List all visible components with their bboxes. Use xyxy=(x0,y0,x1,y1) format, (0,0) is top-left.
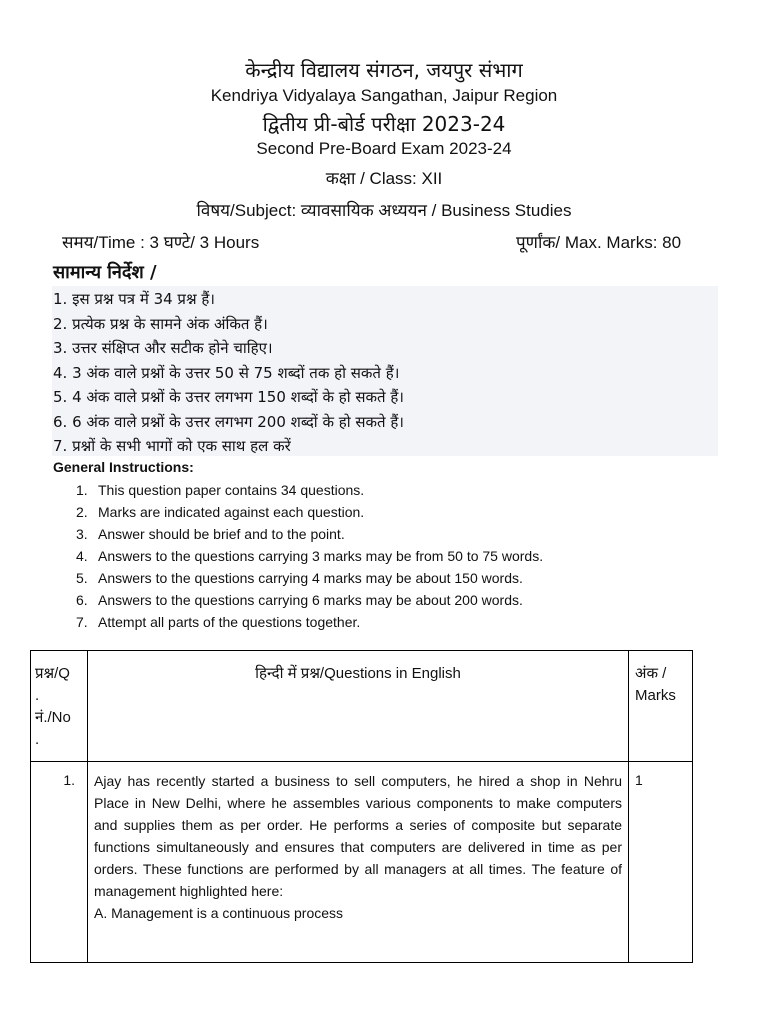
list-item: 5. 4 अंक वाले प्रश्नों के उत्तर लगभग 150 शब्दों के हो सकते हैं। xyxy=(53,388,404,406)
question-cell xyxy=(88,762,629,963)
item-number: 5. xyxy=(76,570,88,586)
header-question-number-label: प्रश्न/Q . नं./No . xyxy=(35,665,71,748)
max-marks-line: पूर्णांक/ Max. Marks: 80 xyxy=(516,233,682,252)
org-name-hindi: केन्द्रीय विद्यालय संगठन, जयपुर संभाग xyxy=(245,58,523,82)
item-number: 4. xyxy=(76,548,88,564)
list-item xyxy=(76,545,543,567)
item-text: Answers to the questions carrying 3 marks may be from 50 to 75 words. xyxy=(98,548,544,564)
header-question-text xyxy=(88,651,629,762)
list-item: 7. प्रश्नों के सभी भागों को एक साथ हल करें xyxy=(53,437,291,455)
item-text: Marks are indicated against each question. xyxy=(98,504,365,520)
list-item: 1. इस प्रश्न पत्र में 34 प्रश्न हैं। xyxy=(53,290,215,308)
item-text: Answer should be brief and to the point. xyxy=(98,526,345,542)
table-row xyxy=(31,762,693,963)
item-number: 7. xyxy=(76,614,88,630)
list-item xyxy=(76,479,543,501)
hindi-instructions-list xyxy=(53,287,404,459)
item-text: Answers to the questions carrying 6 marks may be about 200 words. xyxy=(98,592,523,608)
header-marks xyxy=(629,651,693,762)
subject-line: विषय/Subject: व्यावसायिक अध्ययन / Business Studies xyxy=(196,201,572,220)
item-text: Attempt all parts of the questions together. xyxy=(98,614,361,630)
header-question-number xyxy=(31,651,88,762)
table-header-row xyxy=(31,651,693,762)
list-item xyxy=(76,567,543,589)
questions-table xyxy=(30,650,693,963)
item-text: This question paper contains 34 questions. xyxy=(98,482,365,498)
list-item xyxy=(76,501,543,523)
question-option: A. Management is a continuous process xyxy=(94,905,344,921)
header-marks-label: अंक / Marks xyxy=(635,665,676,704)
exam-title-hindi: द्वितीय प्री-बोर्ड परीक्षा 2023-24 xyxy=(262,112,506,136)
item-number: 1. xyxy=(76,482,88,498)
item-number: 3. xyxy=(76,526,88,542)
org-name-english: Kendriya Vidyalaya Sangathan, Jaipur Region xyxy=(210,86,558,105)
list-item: 2. प्रत्येक प्रश्न के सामने अंक अंकित हैं। xyxy=(53,314,268,333)
hindi-instructions-title: सामान्य निर्देश / xyxy=(53,262,157,283)
time-line: समय/Time : 3 घण्टे/ 3 Hours xyxy=(62,233,260,252)
general-instructions-list xyxy=(76,479,543,633)
list-item xyxy=(76,611,543,633)
list-item xyxy=(76,523,543,545)
general-instructions-title: General Instructions: xyxy=(53,459,194,475)
header-question-text-label: हिन्दी में प्रश्न/Questions in English xyxy=(255,665,461,682)
item-text: Answers to the questions carrying 4 marks may be about 150 words. xyxy=(98,570,523,586)
question-text: Ajay has recently started a business to sell computers, he hired a shop in Nehru Place in New Delhi, where he assembles various components to make computers and supplies them as per order. He performs a series of composite but separate functions simultaneously and ensures that computers are delivered in time as per orders. These functions are performed by all managers at all times. The feature of management highlighted here: xyxy=(94,773,622,899)
question-number: 1. xyxy=(31,762,88,963)
exam-title-english: Second Pre-Board Exam 2023-24 xyxy=(256,139,512,158)
item-number: 2. xyxy=(76,504,88,520)
question-marks: 1 xyxy=(629,762,693,963)
list-item xyxy=(76,589,543,611)
list-item: 4. 3 अंक वाले प्रश्नों के उत्तर 50 से 75 शब्दों तक हो सकते हैं। xyxy=(53,363,400,382)
list-item: 3. उत्तर संक्षिप्त और सटीक होने चाहिए। xyxy=(53,339,273,357)
item-number: 6. xyxy=(76,592,88,608)
list-item: 6. 6 अंक वाले प्रश्नों के उत्तर लगभग 200 शब्दों के हो सकते हैं। xyxy=(53,412,404,431)
class-line: कक्षा / Class: XII xyxy=(325,169,443,188)
